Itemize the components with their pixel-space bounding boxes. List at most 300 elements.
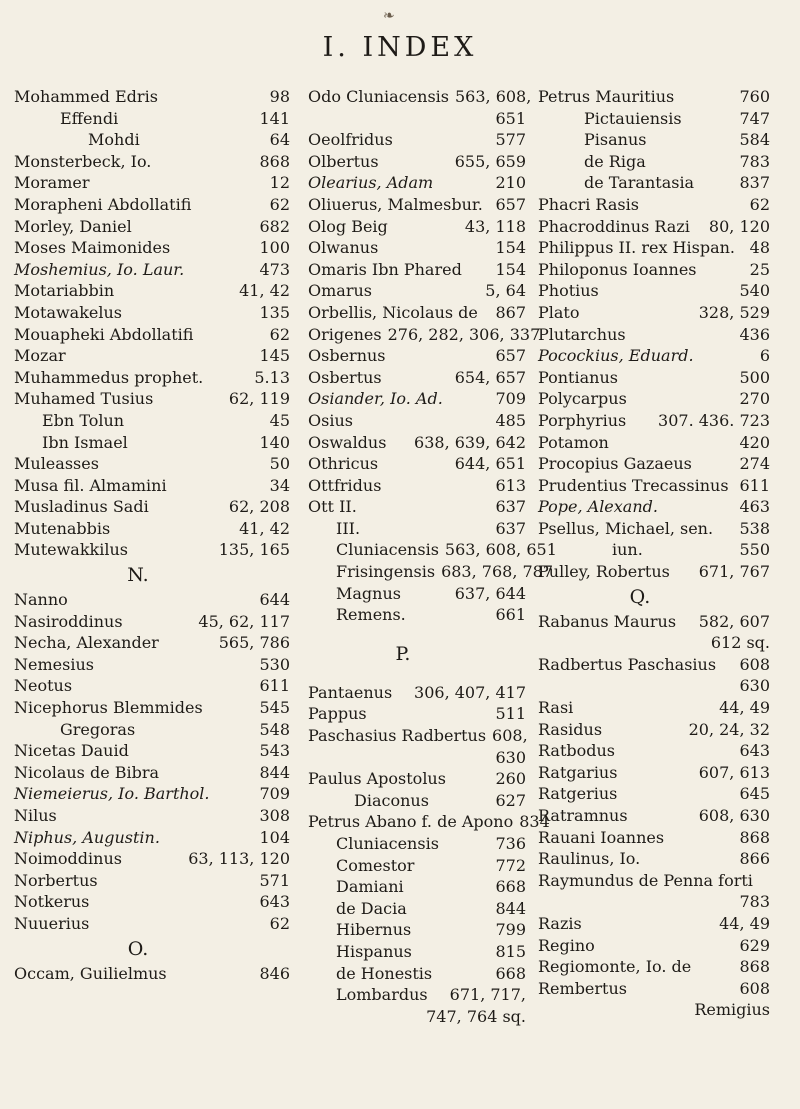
entry-name: Ibn Ismael — [42, 432, 128, 452]
entry-name: Hibernus — [336, 920, 412, 940]
entry-name: Pontianus — [538, 367, 618, 387]
index-entry — [308, 768, 526, 790]
index-entry — [538, 870, 770, 892]
index-entry — [14, 539, 290, 561]
index-entry — [538, 978, 770, 1000]
index-entry — [308, 682, 526, 704]
index-entry — [14, 913, 290, 935]
entry-name: Rasi — [538, 698, 574, 718]
entry-name: Mohammed Edris — [14, 87, 158, 106]
index-entry — [14, 870, 290, 892]
index-entry — [538, 280, 770, 302]
index-entry — [538, 475, 770, 497]
index-entry — [14, 237, 290, 259]
index-entry — [14, 719, 290, 741]
entry-pages: 577 — [495, 130, 526, 150]
entry-name: Ratbodus — [538, 741, 616, 761]
entry-pages: 571 — [259, 870, 290, 890]
entry-name: Ratgarius — [538, 762, 618, 782]
entry-pages: 643 — [739, 741, 770, 761]
entry-pages: 210 — [495, 173, 526, 193]
entry-pages: 34 — [269, 475, 290, 495]
entry-name: Porphyrius — [538, 410, 627, 430]
entry-pages: 629 — [739, 935, 770, 955]
entry-name: Noimoddinus — [14, 849, 122, 869]
index-entry — [538, 539, 770, 561]
index-entry — [14, 589, 290, 611]
entry-pages: 548 — [259, 719, 290, 739]
entry-name: Cluniacensis — [336, 834, 439, 853]
entry-pages: 543 — [259, 741, 290, 761]
entry-name: de Riga — [584, 151, 646, 171]
entry-name: Orbellis, Nicolaus de — [308, 302, 478, 322]
entry-name: Notkerus — [14, 892, 90, 912]
index-entry — [538, 172, 770, 194]
index-entry — [538, 86, 770, 108]
entry-pages: 540 — [739, 281, 770, 301]
entry-name: Psellus, Michael, sen. — [538, 518, 714, 538]
entry-pages: 538 — [739, 518, 770, 538]
entry-pages: 844 — [495, 898, 526, 918]
entry-pages: 651 — [495, 108, 526, 128]
entry-pages: 5.13 — [254, 367, 290, 387]
entry-pages: 45, 62, 117 — [198, 611, 290, 631]
index-entry — [308, 108, 526, 130]
entry-pages: 12 — [269, 173, 290, 193]
entry-pages: 747, 764 sq. — [426, 1006, 526, 1026]
entry-pages: 44, 49 — [719, 698, 770, 718]
entry-pages: 80, 120 — [708, 216, 770, 236]
entry-name: Rembertus — [538, 978, 627, 998]
entry-name: Effendi — [60, 108, 119, 128]
entry-pages: 612 sq. — [710, 633, 770, 653]
index-entry — [14, 367, 290, 389]
index-entry — [538, 827, 770, 849]
entry-name: Plutarchus — [538, 324, 626, 344]
entry-name: III. — [336, 518, 361, 538]
entry-name: Gregoras — [60, 719, 136, 739]
entry-pages: 668 — [495, 963, 526, 983]
index-entry — [14, 410, 290, 432]
index-entry — [308, 388, 526, 410]
entry-name: Musladinus Sadi — [14, 497, 149, 517]
index-column-1 — [14, 86, 290, 984]
index-entry — [538, 237, 770, 259]
entry-name: Magnus — [336, 583, 401, 603]
index-entry — [308, 410, 526, 432]
entry-pages: 563, 608, 651 — [444, 540, 557, 560]
entry-pages: 276, 282, 306, 337 — [387, 324, 541, 344]
index-entry — [538, 259, 770, 281]
entry-pages: 643 — [259, 892, 290, 912]
index-entry — [308, 725, 526, 747]
entry-pages: 145 — [259, 346, 290, 366]
entry-name: de Honestis — [336, 963, 433, 983]
index-entry — [308, 539, 557, 561]
entry-pages: 682 — [259, 216, 290, 236]
index-entry — [14, 172, 290, 194]
entry-pages: 308 — [259, 806, 290, 825]
entry-pages: 644 — [259, 590, 290, 610]
entry-pages: 62, 119 — [228, 389, 290, 409]
index-entry — [538, 388, 770, 410]
index-entry — [308, 811, 550, 833]
index-entry — [538, 302, 770, 324]
index-entry — [308, 941, 526, 963]
index-entry — [308, 496, 526, 518]
entry-pages: 671, 767 — [698, 562, 770, 582]
entry-pages: 328, 529 — [698, 302, 770, 322]
entry-name: Philippus II. rex Hispan. — [538, 238, 735, 258]
index-entry — [14, 194, 290, 216]
entry-name: Regino — [538, 935, 595, 955]
entry-name: de Dacia — [336, 898, 407, 918]
entry-name: Nanno — [14, 590, 68, 610]
index-entry — [14, 151, 290, 173]
index-entry — [308, 475, 526, 497]
index-entry — [14, 891, 290, 913]
entry-name: Osius — [308, 410, 353, 430]
entry-name: Damiani — [336, 877, 404, 897]
index-entry — [538, 432, 770, 454]
index-entry — [308, 86, 532, 108]
index-entry — [308, 432, 526, 454]
index-entry — [14, 388, 290, 410]
entry-pages: 613 — [495, 475, 526, 495]
entry-pages: 611 — [259, 676, 290, 696]
entry-name: Neotus — [14, 676, 73, 696]
index-entry — [14, 518, 290, 540]
entry-name: Olearius, Adam — [308, 173, 434, 193]
entry-pages: 436 — [739, 324, 770, 344]
entry-pages: 5, 64 — [485, 281, 526, 301]
entry-name: Photius — [538, 281, 599, 301]
entry-name: Nicolaus de Bibra — [14, 762, 160, 782]
entry-name: Nemesius — [14, 654, 94, 674]
index-entry — [14, 86, 290, 108]
entry-name: Morapheni Abdollatifi — [14, 194, 192, 214]
index-entry — [14, 108, 290, 130]
entry-pages: 637 — [495, 497, 526, 517]
index-entry — [14, 324, 290, 346]
entry-name: Mutewakkilus — [14, 540, 128, 560]
entry-name: Diaconus — [354, 790, 429, 810]
entry-pages: 815 — [495, 941, 526, 961]
index-entry — [308, 919, 526, 941]
entry-name: Oeolfridus — [308, 130, 393, 150]
index-entry — [308, 453, 526, 475]
entry-name: Ratgerius — [538, 784, 618, 804]
entry-pages: 41, 42 — [239, 281, 290, 301]
index-entry — [308, 963, 526, 985]
entry-pages: 683, 768, 787 — [441, 562, 554, 582]
entry-name: Razis — [538, 913, 582, 933]
entry-pages: 834 — [519, 812, 550, 832]
entry-name: Nasiroddinus — [14, 611, 123, 631]
entry-pages: 644, 651 — [454, 454, 526, 474]
entry-pages: 420 — [739, 432, 770, 452]
entry-name: Mouapheki Abdollatifi — [14, 324, 194, 344]
index-entry — [308, 876, 526, 898]
entry-pages: 6 — [759, 346, 770, 366]
entry-pages: 607, 613 — [698, 762, 770, 782]
index-entry — [308, 898, 526, 920]
entry-pages: 64 — [269, 130, 290, 150]
entry-pages: 260 — [495, 769, 526, 789]
section-spacer — [308, 626, 526, 640]
index-entry — [14, 216, 290, 238]
entry-name: Olwanus — [308, 238, 379, 258]
entry-name: Rauani Ioannes — [538, 827, 665, 847]
index-entry — [538, 935, 770, 957]
entry-name: Remens. — [336, 605, 406, 625]
section-letter: N. — [127, 564, 149, 587]
index-entry — [308, 259, 526, 281]
entry-name: de Tarantasia — [584, 173, 695, 193]
entry-name: Nuuerius — [14, 913, 90, 933]
entry-pages: 611 — [739, 475, 770, 495]
index-entry — [308, 583, 526, 605]
entry-pages: 41, 42 — [239, 518, 290, 538]
entry-pages: 867 — [495, 302, 526, 322]
entry-pages: 630 — [495, 747, 526, 767]
entry-name: Phacri Rasis — [538, 194, 639, 214]
entry-pages: 463 — [739, 497, 770, 517]
index-entry — [14, 453, 290, 475]
index-entry — [308, 172, 526, 194]
index-entry — [308, 833, 526, 855]
index-entry — [538, 561, 770, 583]
entry-pages: 545 — [259, 698, 290, 718]
entry-name: Mutenabbis — [14, 518, 111, 538]
index-entry — [308, 367, 526, 389]
entry-pages: 736 — [495, 834, 526, 853]
entry-name: Nicephorus Blemmides — [14, 698, 203, 718]
index-entry — [538, 719, 770, 741]
entry-pages: 844 — [259, 762, 290, 782]
entry-pages: 530 — [259, 654, 290, 674]
entry-pages: 637 — [495, 518, 526, 538]
index-entry — [14, 129, 290, 151]
index-entry — [14, 302, 290, 324]
index-entry — [538, 913, 770, 935]
entry-name: Pantaenus — [308, 682, 393, 702]
entry-pages: 747 — [739, 108, 770, 128]
entry-pages: 657 — [495, 346, 526, 366]
entry-name: Cluniacensis — [336, 540, 439, 560]
entry-name: Philoponus Ioannes — [538, 259, 697, 279]
index-entry — [538, 216, 770, 238]
entry-name: Musa fil. Almamini — [14, 475, 167, 495]
entry-pages: 62 — [269, 913, 290, 933]
index-entry — [538, 848, 770, 870]
entry-pages: 62 — [269, 194, 290, 214]
entry-name: Moshemius, Io. Laur. — [14, 259, 185, 279]
entry-pages: 868 — [739, 957, 770, 977]
index-entry — [538, 632, 770, 654]
entry-pages: 550 — [739, 540, 770, 560]
index-entry — [538, 956, 770, 978]
entry-name: Moses Maimonides — [14, 238, 171, 258]
entry-name: Oswaldus — [308, 432, 387, 452]
entry-pages: 783 — [739, 892, 770, 912]
entry-name: Pisanus — [584, 130, 647, 150]
section-letter: O. — [127, 937, 149, 960]
index-entry — [14, 280, 290, 302]
index-entry — [14, 632, 290, 654]
entry-pages: 25 — [749, 259, 770, 279]
entry-name: Omaris Ibn Phared — [308, 259, 462, 279]
entry-pages: 43, 118 — [464, 216, 526, 236]
page-title: I. INDEX — [322, 32, 478, 63]
entry-pages: 799 — [495, 920, 526, 940]
entry-pages: 100 — [259, 238, 290, 258]
entry-pages: 709 — [259, 784, 290, 804]
index-entry — [308, 151, 526, 173]
index-entry — [308, 1006, 526, 1028]
entry-name: Oliuerus, Malmesbur. — [308, 194, 483, 214]
entry-name: Muhammedus prophet. — [14, 367, 204, 387]
index-entry — [14, 963, 290, 985]
section-letter: Q. — [629, 585, 651, 608]
entry-name: Nilus — [14, 806, 57, 825]
entry-pages: 760 — [739, 87, 770, 106]
index-entry — [308, 216, 526, 238]
index-entry — [538, 410, 770, 432]
entry-name: Nicetas Dauid — [14, 741, 129, 761]
entry-name: Regiomonte, Io. de — [538, 957, 692, 977]
entry-name: Pope, Alexand. — [538, 497, 658, 517]
entry-name: Pulley, Robertus — [538, 562, 670, 582]
index-entry — [14, 740, 290, 762]
entry-pages: 473 — [259, 259, 290, 279]
index-entry — [538, 697, 770, 719]
entry-pages: 846 — [259, 963, 290, 983]
entry-pages: 866 — [739, 849, 770, 869]
entry-pages: 565, 786 — [218, 633, 290, 653]
index-entry — [308, 194, 526, 216]
entry-pages: 62 — [269, 324, 290, 344]
entry-pages: 62 — [749, 194, 770, 214]
entry-pages: 868 — [739, 827, 770, 847]
index-entry — [14, 496, 290, 518]
index-entry — [538, 345, 770, 367]
index-entry — [538, 367, 770, 389]
index-entry — [14, 762, 290, 784]
index-entry — [14, 654, 290, 676]
entry-pages: 608, 630 — [698, 806, 770, 825]
index-entry — [14, 475, 290, 497]
entry-pages: 637, 644 — [454, 583, 526, 603]
entry-name: Moramer — [14, 173, 90, 193]
entry-pages: Remigius — [694, 1000, 770, 1020]
entry-pages: 655, 659 — [454, 151, 526, 171]
entry-pages: 485 — [495, 410, 526, 430]
entry-pages: 608, — [492, 726, 528, 746]
entry-name: Comestor — [336, 855, 415, 875]
entry-name: Pappus — [308, 704, 367, 724]
entry-name: Potamon — [538, 432, 609, 452]
entry-pages: 274 — [739, 454, 770, 474]
index-entry — [538, 611, 770, 633]
entry-name: Rabanus Maurus — [538, 611, 677, 631]
entry-name: Plato — [538, 302, 580, 322]
index-entry — [538, 108, 770, 130]
index-entry — [14, 827, 290, 849]
entry-name: Petrus Mauritius — [538, 87, 675, 106]
entry-pages: 98 — [269, 87, 290, 106]
index-entry — [308, 561, 554, 583]
entry-name: Occam, Guilielmus — [14, 963, 167, 983]
entry-pages: 270 — [739, 389, 770, 409]
entry-name: Motawakelus — [14, 302, 123, 322]
entry-pages: 307. 436. 723 — [658, 410, 770, 430]
entry-name: Ottfridus — [308, 475, 382, 495]
index-entry — [538, 194, 770, 216]
entry-name: Mohdi — [88, 130, 140, 150]
entry-name: Mozar — [14, 346, 66, 366]
entry-pages: 104 — [259, 827, 290, 847]
index-entry — [308, 129, 526, 151]
entry-pages: 645 — [739, 784, 770, 804]
entry-name: Origenes — [308, 324, 382, 344]
index-entry — [538, 324, 770, 346]
entry-pages: 608 — [739, 978, 770, 998]
index-entry — [538, 496, 770, 518]
entry-name: Pocockius, Eduard. — [538, 346, 694, 366]
entry-pages: 135, 165 — [218, 540, 290, 560]
entry-name: Olbertus — [308, 151, 379, 171]
index-entry — [538, 453, 770, 475]
entry-name: Motariabbin — [14, 281, 115, 301]
entry-pages: 306, 407, 417 — [414, 682, 526, 702]
entry-name: Odo Cluniacensis — [308, 87, 449, 106]
index-entry — [308, 280, 526, 302]
entry-name: Olog Beig — [308, 216, 388, 236]
index-entry — [14, 432, 290, 454]
entry-pages: 654, 657 — [454, 367, 526, 387]
entry-name: Rasidus — [538, 719, 603, 739]
index-entry — [14, 848, 290, 870]
head-ornament: ❧ — [383, 8, 395, 24]
entry-name: Radbertus Paschasius — [538, 654, 717, 674]
index-entry — [538, 740, 770, 762]
entry-name: Muhamed Tusius — [14, 389, 154, 409]
entry-name: Hispanus — [336, 941, 412, 961]
index-entry — [14, 259, 290, 281]
entry-pages: 154 — [495, 259, 526, 279]
entry-name: Raulinus, Io. — [538, 849, 641, 869]
index-entry — [538, 518, 770, 540]
entry-pages: 63, 113, 120 — [188, 849, 290, 869]
index-entry — [538, 129, 770, 151]
entry-pages: 608 — [739, 654, 770, 674]
entry-name: Omarus — [308, 281, 372, 301]
index-entry — [538, 654, 770, 676]
index-column-3 — [538, 86, 770, 1021]
entry-pages: 657 — [495, 194, 526, 214]
entry-pages: 837 — [739, 173, 770, 193]
entry-pages: 868 — [259, 151, 290, 171]
index-entry — [538, 999, 770, 1021]
entry-name: Lombardus — [336, 985, 428, 1005]
index-entry — [14, 611, 290, 633]
index-entry — [308, 604, 526, 626]
entry-name: Raymundus de Penna forti — [538, 870, 753, 890]
entry-name: Petrus Abano f. de Apono — [308, 812, 514, 832]
entry-pages: 20, 24, 32 — [688, 719, 770, 739]
index-entry — [308, 855, 526, 877]
